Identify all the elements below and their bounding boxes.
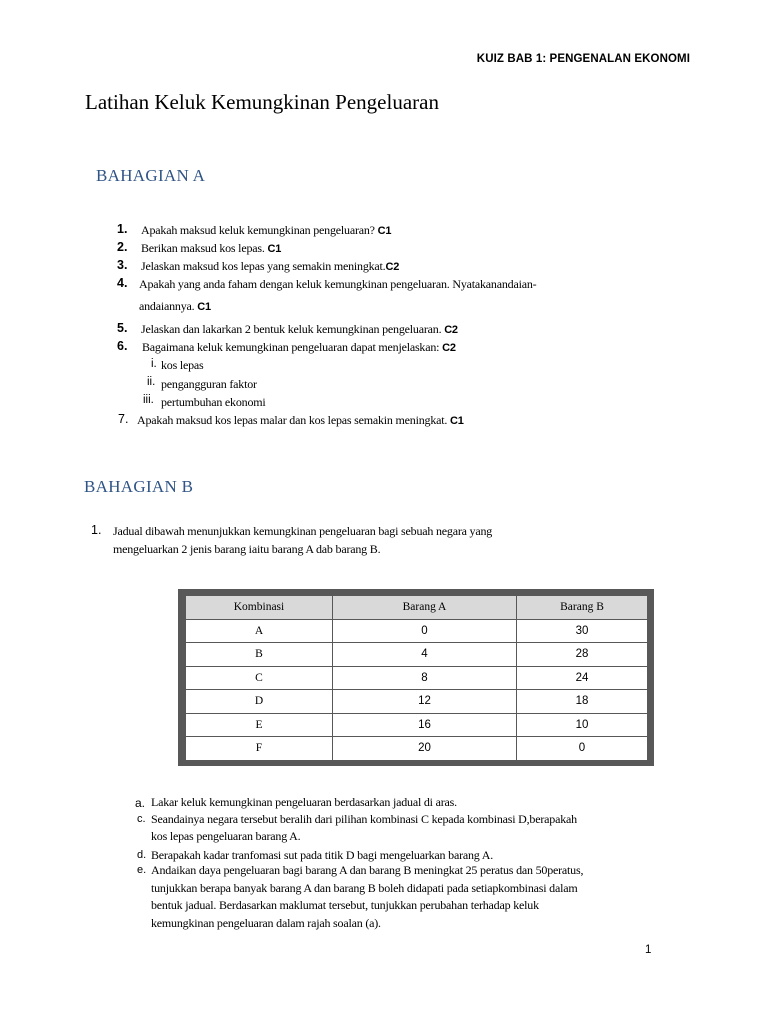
part-text: tunjukkan berapa banyak barang A dan barang B boleh didapati pada setiapkombinasi dalam	[151, 881, 578, 895]
table-row	[186, 643, 648, 667]
part-label: a.	[135, 796, 146, 810]
subitem-number: iii.	[143, 394, 154, 406]
page-title: Latihan Keluk Kemungkinan Pengeluaran	[85, 90, 439, 114]
part-label: c.	[137, 813, 146, 825]
cell-kombinasi: A	[186, 619, 333, 643]
question-number: 5.	[117, 321, 128, 335]
question-text-line1: Jadual dibawah menunjukkan kemungkinan pengeluaran bagi sebuah negara yang	[113, 524, 493, 538]
table-row	[186, 713, 648, 737]
subitem-text: kos lepas	[161, 358, 204, 372]
question-text-line2: andaiannya. C1	[139, 299, 211, 313]
part-text: Lakar keluk kemungkinan pengeluaran berdasarkan jadual di aras.	[151, 795, 457, 809]
cell-barang-b: 18	[517, 690, 648, 714]
cell-barang-b: 10	[517, 713, 648, 737]
section-a-heading: BAHAGIAN A	[96, 166, 206, 185]
question-number: 1.	[91, 523, 102, 537]
question-text: Apakah maksud kos lepas malar dan kos lepas semakin meningkat. C1	[137, 413, 464, 427]
question-text-line2: mengeluarkan 2 jenis barang iaitu barang A dab barang B.	[113, 542, 381, 556]
question-code: C2	[444, 324, 458, 336]
cell-kombinasi: B	[186, 643, 333, 667]
part-text: Andaikan daya pengeluaran bagi barang A dan barang B meningkat 25 peratus dan 50peratus,	[151, 863, 584, 877]
cell-barang-b: 28	[517, 643, 648, 667]
cell-kombinasi: E	[186, 713, 333, 737]
table-row	[186, 619, 648, 643]
question-code: C1	[267, 243, 282, 255]
cell-kombinasi: F	[186, 737, 333, 761]
table-row	[186, 690, 648, 714]
part-text: kemungkinan pengeluaran dalam rajah soalan (a).	[151, 916, 381, 930]
question-text-line1: Apakah yang anda faham dengan keluk kemungkinan pengeluaran. Nyatakanandaian-	[139, 277, 537, 291]
question-number: 1.	[117, 222, 128, 236]
cell-barang-b: 0	[517, 737, 648, 761]
subitem-text: pertumbuhan ekonomi	[161, 395, 266, 409]
column-header-barang-b: Barang B	[517, 596, 648, 620]
page-number: 1	[645, 944, 652, 956]
question-text: Berikan maksud kos lepas. C1	[141, 241, 282, 255]
question-code: C1	[377, 225, 392, 237]
question-code: C2	[442, 342, 456, 354]
cell-barang-b: 30	[517, 619, 648, 643]
question-number: 3.	[117, 258, 128, 272]
question-number: 6.	[117, 339, 128, 353]
question-text: Jelaskan dan lakarkan 2 bentuk keluk kemungkinan pengeluaran. C2	[141, 322, 458, 336]
document-header: KUIZ BAB 1: PENGENALAN EKONOMI	[476, 53, 690, 65]
question-number: 2.	[117, 240, 128, 254]
table-header-row	[186, 596, 648, 620]
question-code: C1	[450, 415, 464, 427]
table-row	[186, 666, 648, 690]
question-text: Jelaskan maksud kos lepas yang semakin meningkat.C2	[141, 259, 400, 273]
column-header-barang-a: Barang A	[333, 596, 517, 620]
cell-kombinasi: D	[186, 690, 333, 714]
production-possibility-table	[185, 595, 648, 761]
cell-barang-a: 4	[333, 643, 517, 667]
cell-kombinasi: C	[186, 666, 333, 690]
column-header-kombinasi: Kombinasi	[186, 596, 333, 620]
cell-barang-a: 8	[333, 666, 517, 690]
question-text: Bagaimana keluk kemungkinan pengeluaran dapat menjelaskan: C2	[142, 340, 456, 354]
part-text: kos lepas pengeluaran barang A.	[151, 829, 301, 843]
section-b-heading: BAHAGIAN B	[84, 477, 194, 496]
subitem-text: pengangguran faktor	[161, 377, 257, 391]
part-text: bentuk jadual. Berdasarkan maklumat tersebut, tunjukkan perubahan terhadap keluk	[151, 898, 539, 912]
part-text: Berapakah kadar tranfomasi sut pada titik D bagi mengeluarkan barang A.	[151, 848, 494, 862]
question-number: 4.	[117, 276, 128, 290]
cell-barang-b: 24	[517, 666, 648, 690]
subitem-number: i.	[151, 358, 157, 370]
cell-barang-a: 0	[333, 619, 517, 643]
cell-barang-a: 16	[333, 713, 517, 737]
question-number: 7.	[118, 412, 129, 426]
subitem-number: ii.	[147, 376, 156, 388]
question-code: C1	[197, 301, 211, 313]
question-code: C2	[385, 261, 400, 273]
cell-barang-a: 20	[333, 737, 517, 761]
part-label: e.	[137, 864, 147, 876]
cell-barang-a: 12	[333, 690, 517, 714]
production-table-frame	[178, 589, 654, 766]
question-text: Apakah maksud keluk kemungkinan pengeluaran? C1	[141, 223, 392, 237]
table-row	[186, 737, 648, 761]
part-label: d.	[137, 849, 147, 861]
part-text: Seandainya negara tersebut beralih dari pilihan kombinasi C kepada kombinasi D,berapakah	[151, 812, 577, 826]
